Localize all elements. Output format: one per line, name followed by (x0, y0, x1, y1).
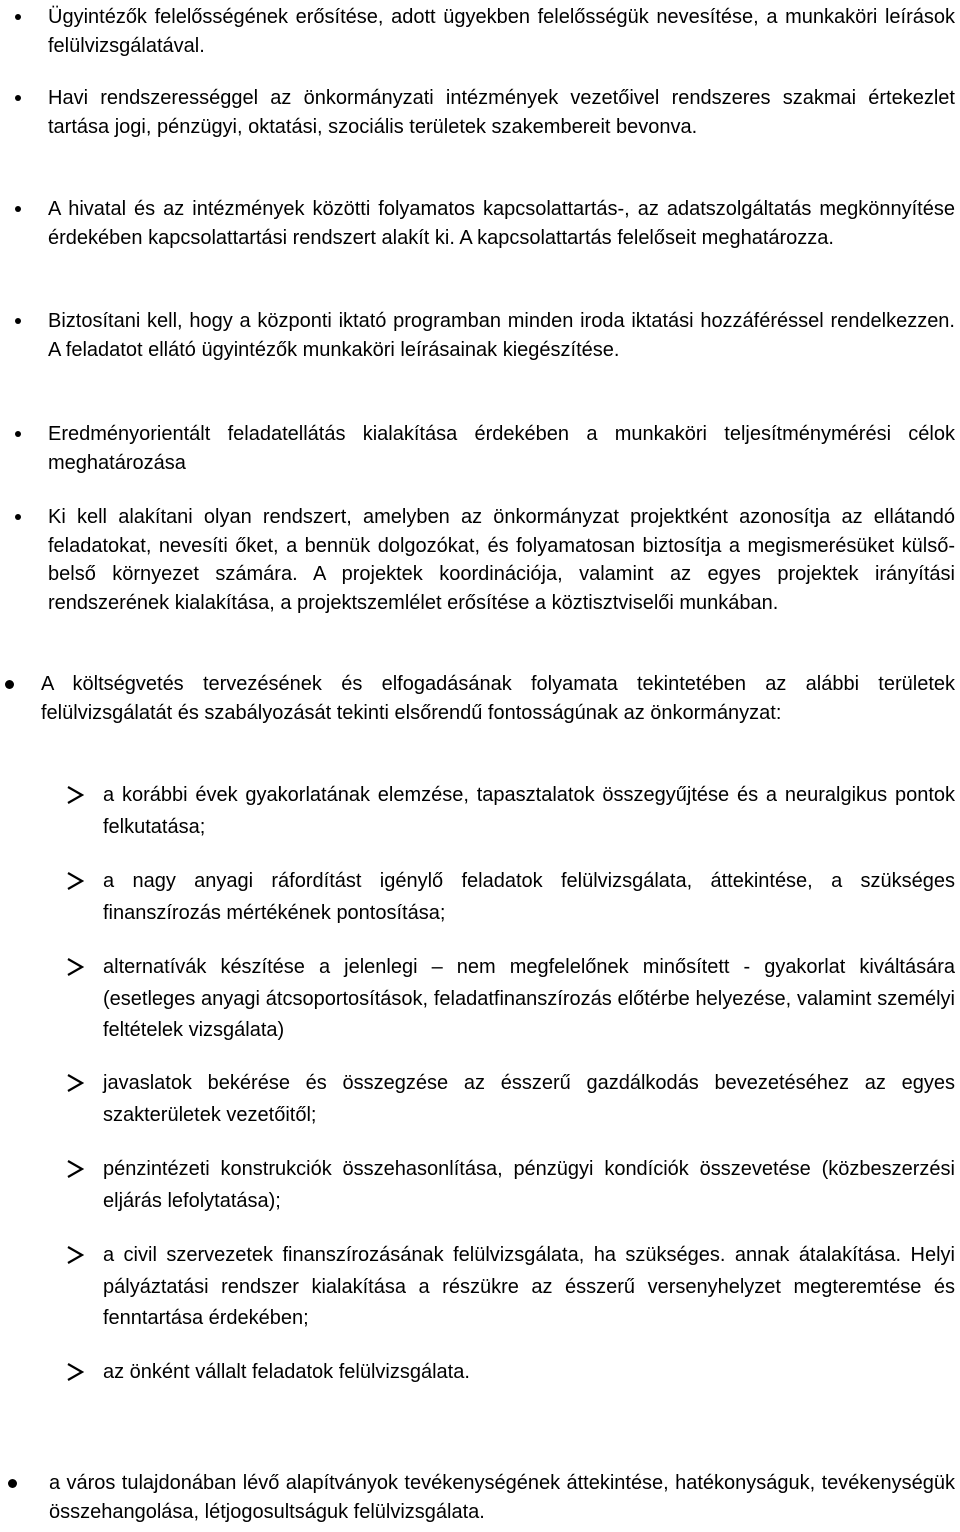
bullet-icon (5, 680, 14, 689)
bullet-icon (8, 1479, 17, 1488)
list-item-text: a város tulajdonában lévő alapítványok tevékenységének áttekintése, hatékonyságuk, tevékenységük összehangolása, létjogosultságuk felülvizsgálata. (49, 1472, 955, 1523)
list-item-text: Havi rendszerességgel az önkormányzati intézmények vezetőivel rendszeres szakmai értekezlet tartása jogi, pénzügyi, oktatási, szociális területek szakembereit bevonva. (48, 87, 955, 138)
list-item (48, 420, 955, 477)
sub-list-item-text: javaslatok bekérése és összegzése az ésszerű gazdálkodás bevezetéséhez az egyes szakterületek vezetőitől; (103, 1072, 955, 1126)
arrow-bullet-icon (66, 957, 84, 977)
bullet-icon (15, 431, 21, 437)
bullet-icon (15, 514, 21, 520)
sub-list-item (103, 1240, 955, 1335)
sub-list-item (103, 1154, 955, 1217)
arrow-bullet-icon (66, 1245, 84, 1265)
bullet-icon (15, 95, 21, 101)
list-item (48, 84, 955, 141)
arrow-bullet-icon (66, 1073, 84, 1093)
sub-list-item (103, 1357, 955, 1389)
bullet-icon (15, 318, 21, 324)
list-item-text: Biztosítani kell, hogy a központi iktató programban minden iroda iktatási hozzáféréssel rendelkezzen. A feladatot ellátó ügyintézők munkaköri leírásainak kiegészítése. (48, 310, 955, 361)
arrow-bullet-icon (66, 871, 84, 891)
list-item (48, 503, 955, 617)
sub-list-item-text: a civil szervezetek finanszírozásának felülvizsgálata, ha szükséges. annak átalakítása. Helyi pályáztatási rendszer kialakítása a részükre az ésszerű versenyhelyzet megteremtése és fenntartása érdekében; (103, 1244, 955, 1329)
sub-list-item (103, 952, 955, 1047)
list-item (49, 1469, 955, 1526)
list-item (48, 3, 955, 60)
arrow-bullet-icon (66, 1159, 84, 1179)
list-item (41, 670, 955, 727)
arrow-bullet-icon (66, 1362, 84, 1382)
list-item-text: Ki kell alakítani olyan rendszert, amelyben az önkormányzat projektként azonosítja az ellátandó feladatokat, nevesíti őket, a bennük dolgozókat, és folyamatosan biztosítja a megismerésüket külső-belső környezet számára. A projektek koordinációja, valamint az egyes projektek irányítási rendszerének kialakítása, a projektszemlélet erősítése a köztisztviselői munkában. (48, 506, 955, 614)
list-item-text: A hivatal és az intézmények közötti folyamatos kapcsolattartás-, az adatszolgáltatás megkönnyítése érdekében kapcsolattartási rendszert alakít ki. A kapcsolattartás felelőseit meghatározza. (48, 198, 955, 249)
list-item-text: Ügyintézők felelősségének erősítése, adott ügyekben felelősségük nevesítése, a munkaköri leírások felülvizsgálatával. (48, 6, 955, 57)
list-item (48, 195, 955, 252)
list-item (48, 307, 955, 364)
sub-list-item-text: alternatívák készítése a jelenlegi – nem megfelelőnek minősített - gyakorlat kiváltására (esetleges anyagi átcsoportosítások, feladatfinanszírozás előtérbe helyezése, valamint személyi feltételek vizsgálata) (103, 956, 955, 1041)
arrow-bullet-icon (66, 785, 84, 805)
list-item-text: Eredményorientált feladatellátás kialakítása érdekében a munkaköri teljesítménymérési célok meghatározása (48, 423, 955, 474)
list-item-text: A költségvetés tervezésének és elfogadásának folyamata tekintetében az alábbi területek felülvizsgálatát és szabályozását tekinti elsőrendű fontosságúnak az önkormányzat: (41, 673, 955, 724)
sub-list-item-text: a nagy anyagi ráfordítást igénylő feladatok felülvizsgálata, áttekintése, a szükséges finanszírozás mértékének pontosítása; (103, 870, 955, 924)
sub-list-item (103, 866, 955, 929)
sub-list-item-text: pénzintézeti konstrukciók összehasonlítása, pénzügyi kondíciók összevetése (közbeszerzési eljárás lefolytatása); (103, 1158, 955, 1212)
bullet-icon (15, 206, 21, 212)
sub-list-item-text: a korábbi évek gyakorlatának elemzése, tapasztalatok összegyűjtése és a neuralgikus pontok felkutatása; (103, 784, 955, 838)
sub-list-item (103, 780, 955, 843)
bullet-icon (15, 14, 21, 20)
sub-list-item (103, 1068, 955, 1131)
sub-list-item-text: az önként vállalt feladatok felülvizsgálata. (103, 1361, 470, 1383)
